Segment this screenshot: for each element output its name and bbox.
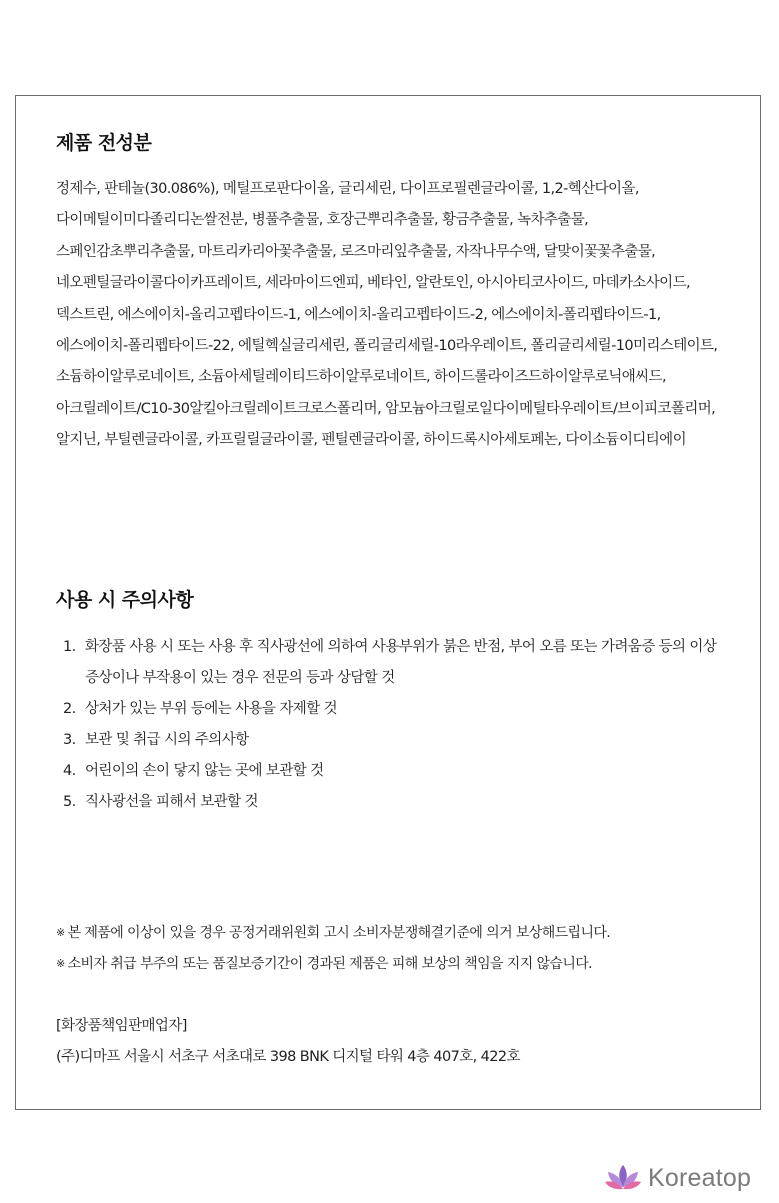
- caution-item-number: 1.: [63, 639, 76, 655]
- caution-item-number: 3.: [63, 732, 76, 748]
- compensation-note-text: 본 제품에 이상이 있을 경우 공정거래위원회 고시 소비자분쟁해결기준에 의거 보상해드립니다.: [67, 925, 611, 941]
- caution-item: [56, 787, 726, 818]
- caution-item-number: 5.: [63, 794, 76, 810]
- caution-item-text: 보관 및 취급 시의 주의사항: [85, 732, 249, 748]
- compensation-notes: [56, 918, 736, 980]
- caution-item-text: 어린이의 손이 닿지 않는 곳에 보관할 것: [85, 763, 324, 779]
- caution-item: [56, 694, 726, 725]
- handling-note: [56, 949, 736, 980]
- responsible-seller-label: [화장품책임판매업자]: [56, 1018, 187, 1034]
- ingredients-text: 정제수, 판테놀(30.086%), 메틸프로판다이올, 글리세린, 다이프로필렌글라이콜, 1,2-헥산다이올, 다이메틸이미다졸리디논쌀전분, 병풀추출물, 호장근뿌리추출물, 황금추출물, 녹차추출물, 스페인감초뿌리추출물, 마트리카리아꽃추출물, 로즈마리잎추출물, 자작나무수액, 달맞이꽃꽃추출물, 네오펜틸글라이콜다이카프레이트, 세라마이드엔피, 베타인, 알란토인, 아시아티코사이드, 마데카소사이드, 덱스트린, 에스에이치-올리고펩타이드-1, 에스에이치-올리고펩타이드-2, 에스에이치-폴리펩타이드-1, 에스에이치-폴리펩타이드-22, 에틸헥실글리세린, 폴리글리세릴-10라우레이트, 폴리글리세릴-10미리스테이트, 소듐하이알루로네이트, 소듐아세틸레이티드하이알루로네이트, 하이드롤라이즈드하이알루로닉애씨드, 아크릴레이트/C10-30알킬아크릴레이트크로스폴리머, 암모늄아크릴로일다이메틸타우레이트/브이피코폴리머, 알지닌, 부틸렌글라이콜, 카프릴릴글라이콜, 펜틸렌글라이콜, 하이드록시아세토페논, 다이소듐이디티에이: [56, 181, 718, 449]
- reference-mark-icon: ※: [56, 957, 65, 970]
- caution-item-text: 상처가 있는 부위 등에는 사용을 자제할 것: [85, 701, 337, 717]
- caution-item: [56, 632, 726, 694]
- caution-item-text: 화장품 사용 시 또는 사용 후 직사광선에 의하여 사용부위가 붉은 반점, 부어 오름 또는 가려움증 등의 이상 증상이나 부작용이 있는 경우 전문의 등과 상담할 것: [85, 639, 717, 686]
- caution-list: [56, 632, 726, 818]
- product-info-panel: [15, 95, 761, 1110]
- caution-item: [56, 725, 726, 756]
- responsible-seller: [56, 1011, 520, 1073]
- lotus-icon: [604, 1163, 642, 1193]
- reference-mark-icon: ※: [56, 926, 65, 939]
- caution-item-text: 직사광선을 피해서 보관할 것: [85, 794, 258, 810]
- brand-logo: [604, 1158, 751, 1198]
- responsible-seller-address: (주)디마프 서울시 서초구 서초대로 398 BNK 디지털 타워 4층 407호, 422호: [56, 1049, 520, 1065]
- caution-item-number: 4.: [63, 763, 76, 779]
- compensation-note: [56, 918, 736, 949]
- handling-note-text: 소비자 취급 부주의 또는 품질보증기간이 경과된 제품은 피해 보상의 책임을 지지 않습니다.: [67, 956, 593, 972]
- ingredients-title: 제품 전성분: [56, 132, 152, 154]
- caution-item-number: 2.: [63, 701, 76, 717]
- brand-name: Koreatop: [648, 1163, 752, 1192]
- caution-title: 사용 시 주의사항: [56, 589, 194, 611]
- caution-item: [56, 756, 726, 787]
